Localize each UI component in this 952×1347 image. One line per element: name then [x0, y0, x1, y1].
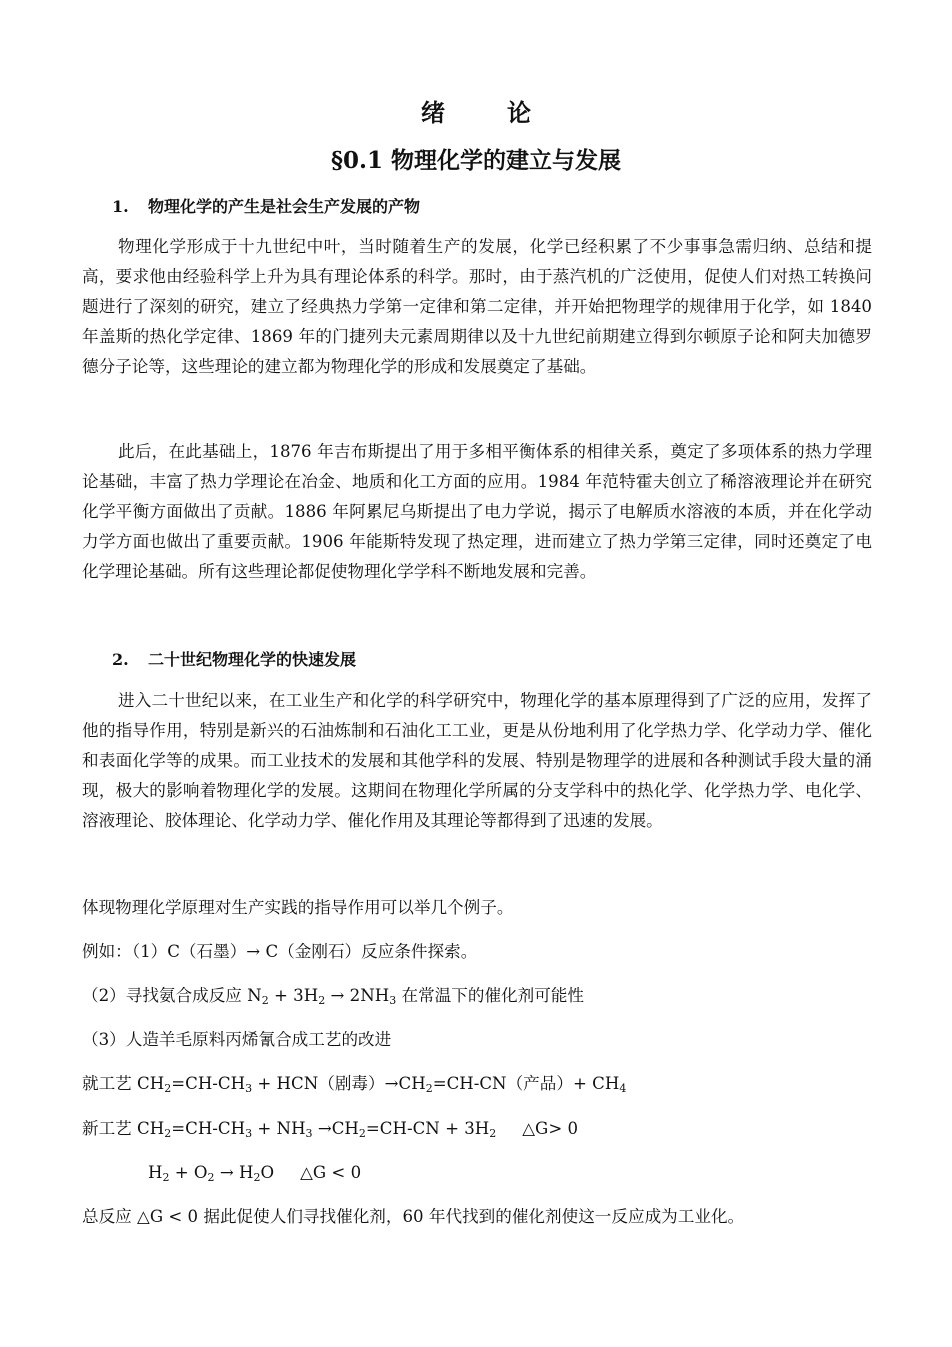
new-process-equation: 新工艺 $CH_2=CH-CH_3 + NH_3 \to CH_2=CH-CN + 3H_2$ △G> 0 [82, 1119, 579, 1140]
chapter-title [0, 93, 952, 128]
examples-intro: 体现物理化学原理对生产实践的指导作用可以举几个例子。 [82, 898, 514, 917]
section2-number: 2. [112, 650, 129, 669]
old-process-equation: 就工艺 $CH_2=CH-CH_3 + HCN$（剧毒）$\to CH_2=CH-CN$（产品）+ $CH_4$ [82, 1074, 627, 1095]
section2-heading-text: 二十世纪物理化学的快速发展 [148, 650, 357, 669]
example-1: 例如：（1）C（石墨）→ C（金刚石）反应条件探索。 [82, 942, 478, 961]
section1-number: 1. [112, 197, 129, 216]
chapter-title-part2: 论 [507, 98, 531, 127]
section2-heading [112, 647, 356, 670]
section-title: §0.1 物理化学的建立与发展 [330, 147, 622, 174]
section1-paragraph-2: 此后，在此基础上，1876 年吉布斯提出了用于多相平衡体系的相律关系，奠定了多项体系的热力学理论基础，丰富了热力学理论在冶金、地质和化工方面的应用。1984 年范特霍夫创立了稀溶液理论并在研究化学平衡方面做出了贡献。1886 年阿累尼乌斯提出了电力学说，揭示了电解质水溶液的本质，并在化学动力学方面也做出了重要贡献。1906 年能斯特发现了热定理，进而建立了热力学第三定律，同时还奠定了电化学理论基础。所有这些理论都促使物理化学学科不断地发展和完善。 [82, 442, 872, 581]
section1-paragraph-1: 物理化学形成于十九世纪中叶，当时随着生产的发展，化学已经积累了不少事事急需归纳、总结和提高，要求他由经验科学上升为具有理论体系的科学。那时，由于蒸汽机的广泛使用，促使人们对热工转换问题进行了深刻的研究，建立了经典热力学第一定律和第二定律，并开始把物理学的规律用于化学，如 1840 年盖斯的热化学定律、1869 年的门捷列夫元素周期律以及十九世纪前期建立得到尔顿原子论和阿夫加德罗德分子论等，这些理论的建立都为物理化学的形成和发展奠定了基础。 [82, 237, 872, 376]
total-reaction: 总反应 △G < 0 据此促使人们寻找催化剂，60 年代找到的催化剂使这一反应成为工业化。 [82, 1207, 745, 1226]
example-3: （3）人造羊毛原料丙烯氰合成工艺的改进 [82, 1030, 392, 1049]
hydrogen-oxidation-equation: $H_2 + O_2 \to H_2O$ △G < 0 [148, 1163, 362, 1184]
section1-heading-text: 物理化学的产生是社会生产发展的产物 [148, 197, 421, 216]
section2-paragraph-1: 进入二十世纪以来，在工业生产和化学的科学研究中，物理化学的基本原理得到了广泛的应用，发挥了他的指导作用，特别是新兴的石油炼制和石油化工工业，更是从份地利用了化学热力学、化学动力学、催化和表面化学等的成果。而工业技术的发展和其他学科的发展、特别是物理学的进展和各种测试手段大量的涌现，极大的影响着物理化学的发展。这期间在物理化学所属的分支学科中的热化学、化学热力学、电化学、溶液理论、胶体理论、化学动力学、催化作用及其理论等都得到了迅速的发展。 [82, 691, 872, 830]
section1-heading [112, 194, 420, 217]
example-2: （2）寻找氨合成反应 $N_2 + 3H_2 \to 2NH_3$ 在常温下的催化剂可能性 [82, 986, 585, 1007]
chapter-title-part1: 绪 [421, 98, 445, 127]
